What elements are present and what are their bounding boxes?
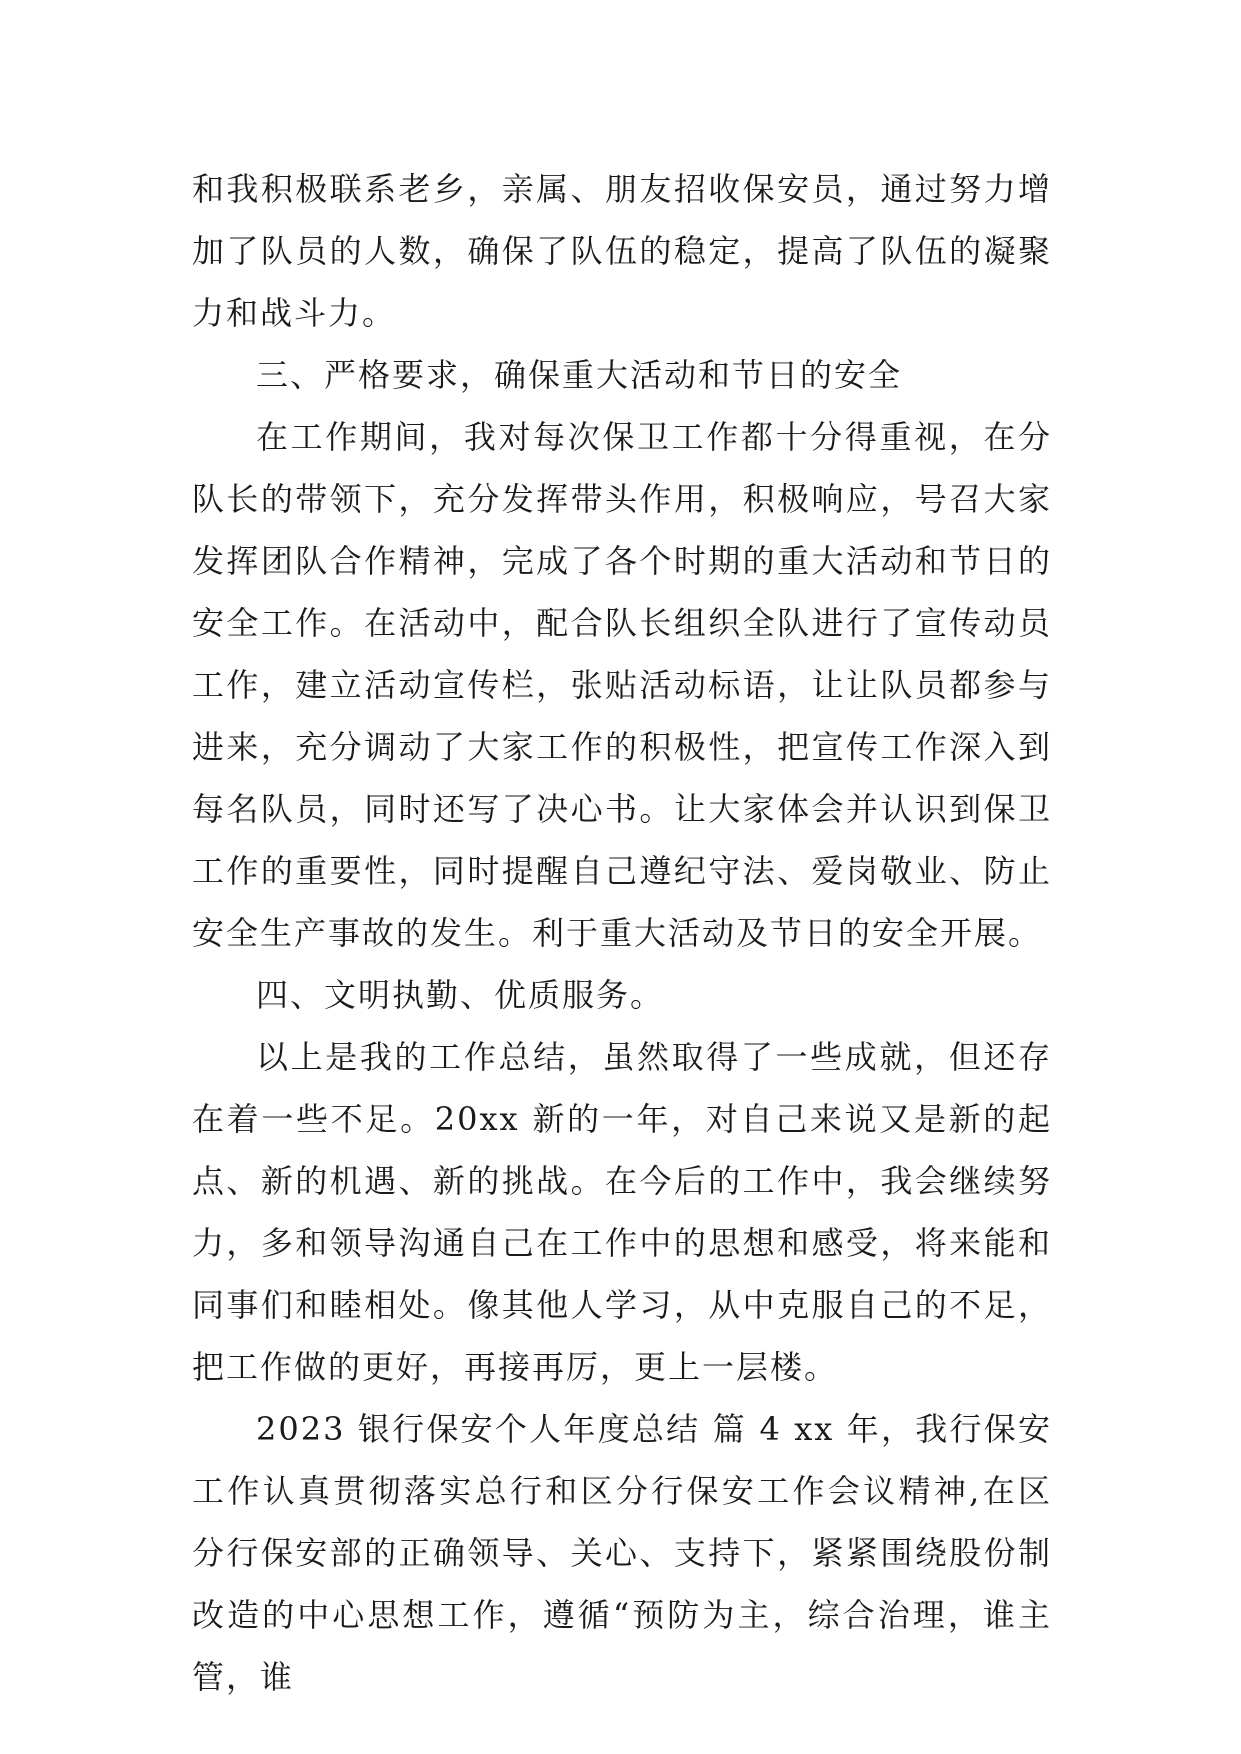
paragraph-summary: 以上是我的工作总结，虽然取得了一些成就，但还存在着一些不足。20xx 新的一年，对自己来说又是新的起点、新的机遇、新的挑战。在今后的工作中，我会继续努力，多和领导沟通自己在工作中的思想和感受，将来能和同事们和睦相处。像其他人学习，从中克服自己的不足，把工作做的更好，再接再厉，更上一层楼。 bbox=[192, 1038, 1052, 1386]
paragraph-work-period: 在工作期间，我对每次保卫工作都十分得重视，在分队长的带领下，充分发挥带头作用，积极响应，号召大家发挥团队合作精神，完成了各个时期的重大活动和节日的安全工作。在活动中，配合队长组织全队进行了宣传动员工作，建立活动宣传栏，张贴活动标语，让让队员都参与进来，充分调动了大家工作的积极性，把宣传工作深入到每名队员，同时还写了决心书。让大家体会并认识到保卫工作的重要性，同时提醒自己遵纪守法、爱岗敬业、防止安全生产事故的发生。利于重大活动及节日的安全开展。 bbox=[192, 418, 1052, 952]
paragraph-article-4: 2023 银行保安个人年度总结 篇 4 xx 年，我行保安工作认真贯彻落实总行和区分行保安工作会议精神,在区分行保安部的正确领导、关心、支持下，紧紧围绕股份制改造的中心思想工作，遵循“预防为主，综合治理，谁主管，谁 bbox=[192, 1410, 1052, 1696]
paragraph-continued: 和我积极联系老乡，亲属、朋友招收保安员，通过努力增加了队员的人数，确保了队伍的稳定，提高了队伍的凝聚力和战斗力。 bbox=[192, 170, 1052, 332]
section-heading-3: 三、严格要求，确保重大活动和节日的安全 bbox=[256, 356, 903, 394]
section-heading-4: 四、文明执勤、优质服务。 bbox=[256, 976, 665, 1014]
document-body bbox=[192, 158, 1052, 1708]
